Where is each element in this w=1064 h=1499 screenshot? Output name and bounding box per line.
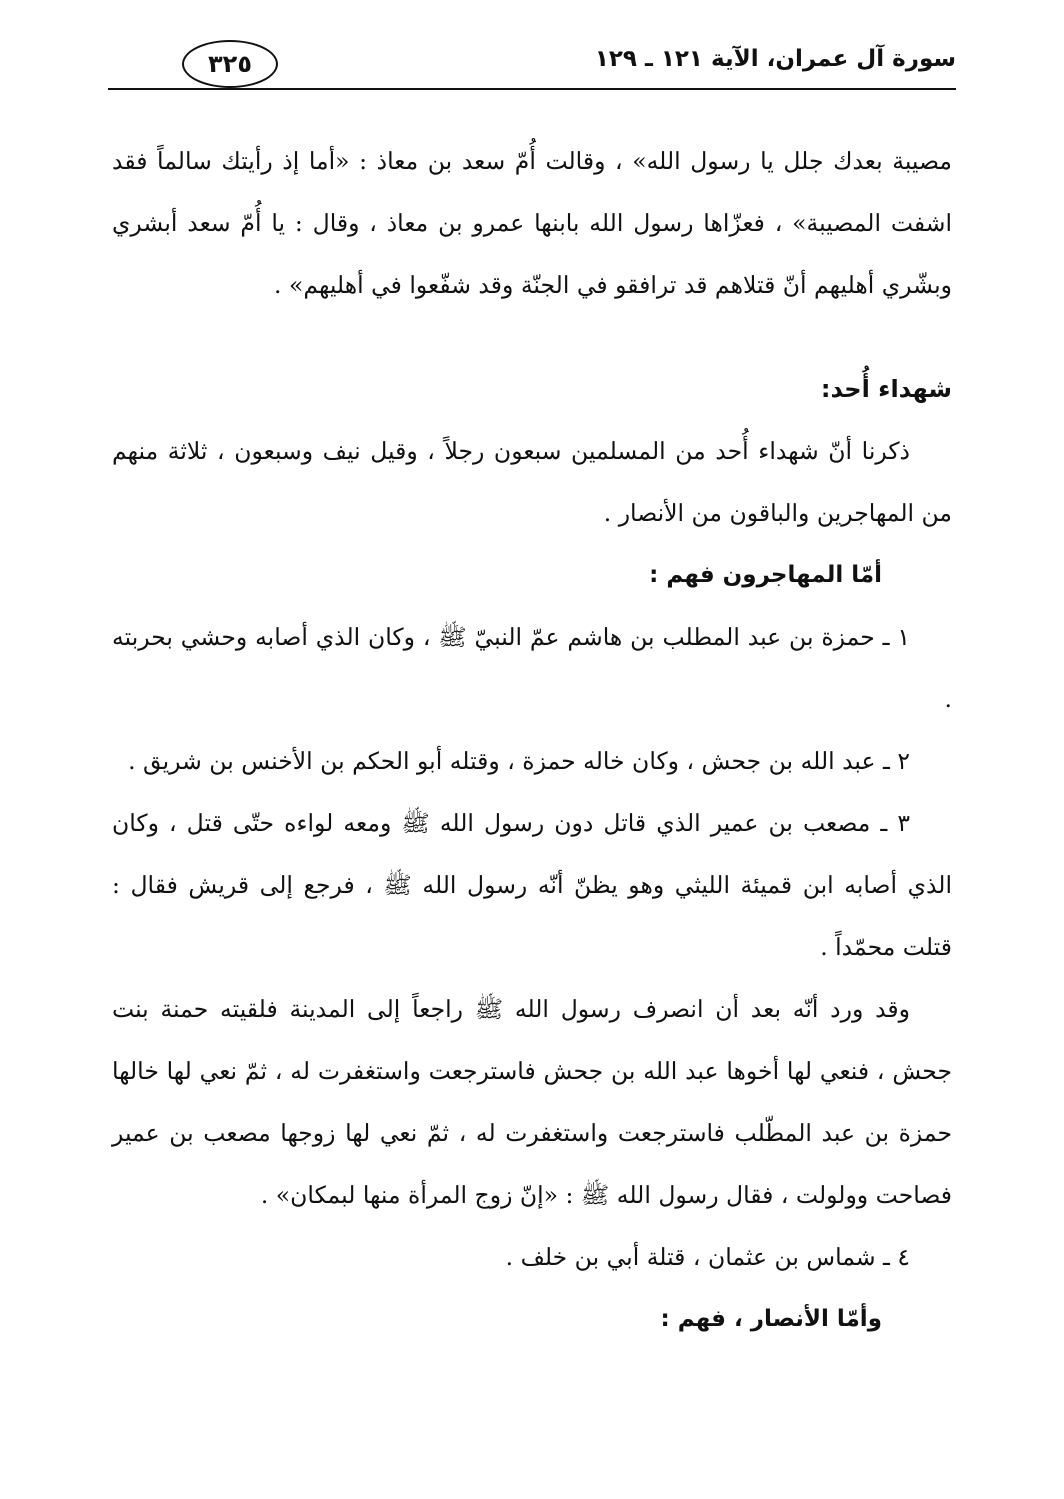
page-number: ٣٢٥ bbox=[182, 40, 278, 88]
paragraph-hamna: وقد ورد أنّه بعد أن انصرف رسول الله ﷺ راجعاً إلى المدينة فلقيته حمنة بنت جحش ، فنعي لها أخوها عبد الله بن جحش فاسترجعت واستغفرت له ، ثمّ نعي لها خالها حمزة بن عبد المطّلب فاسترجعت واستغفرت له ، ثمّ نعي لها زوجها مصعب بن عمير فصاحت وولولت ، فقال رسول الله ﷺ : «إنّ زوج المرأة منها لبمكان» . bbox=[112, 995, 952, 1209]
page-body bbox=[112, 130, 952, 1350]
muhajirun-heading: أمّا المهاجرون فهم : bbox=[649, 562, 882, 588]
section-heading: شهداء أُحد: bbox=[820, 375, 952, 403]
paragraph-continuation: مصيبة بعدك جلل يا رسول الله» ، وقالت أُمّ سعد بن معاذ : «أما إذ رأيتك سالماً فقد اشفت المصيبة» ، فعزّاها رسول الله بابنها عمرو بن معاذ ، وقال : يا أُمّ سعد أبشري وبشّري أهليهم أنّ قتلاهم قد ترافقو في الجنّة وقد شفّعوا في أهليهم» . bbox=[112, 147, 952, 299]
list-item-2: ٢ ـ عبد الله بن جحش ، وكان خاله حمزة ، وقتله أبو الحكم بن الأخنس بن شريق . bbox=[128, 747, 910, 775]
page-header bbox=[108, 40, 956, 90]
list-item-1: ١ ـ حمزة بن عبد المطلب بن هاشم عمّ النبيّ ﷺ ، وكان الذي أصابه وحشي بحربته . bbox=[112, 623, 952, 713]
ansar-heading: وأمّا الأنصار ، فهم : bbox=[660, 1306, 882, 1332]
header-rule bbox=[108, 88, 956, 90]
list-item-3: ٣ ـ مصعب بن عمير الذي قاتل دون رسول الله ﷺ ومعه لواءه حتّى قتل ، وكان الذي أصابه ابن قميئة الليثي وهو يظنّ أنّه رسول الله ﷺ ، فرجع إلى قريش فقال : قتلت محمّداً . bbox=[112, 809, 952, 961]
running-title: سورة آل عمران، الآية ١٢١ ـ ١٢٩ bbox=[594, 46, 956, 72]
paragraph-intro: ذكرنا أنّ شهداء أُحد من المسلمين سبعون رجلاً ، وقيل نيف وسبعون ، ثلاثة منهم من المهاجرين والباقون من الأنصار . bbox=[112, 437, 952, 527]
list-item-4: ٤ ـ شماس بن عثمان ، قتلة أبي بن خلف . bbox=[505, 1243, 910, 1271]
